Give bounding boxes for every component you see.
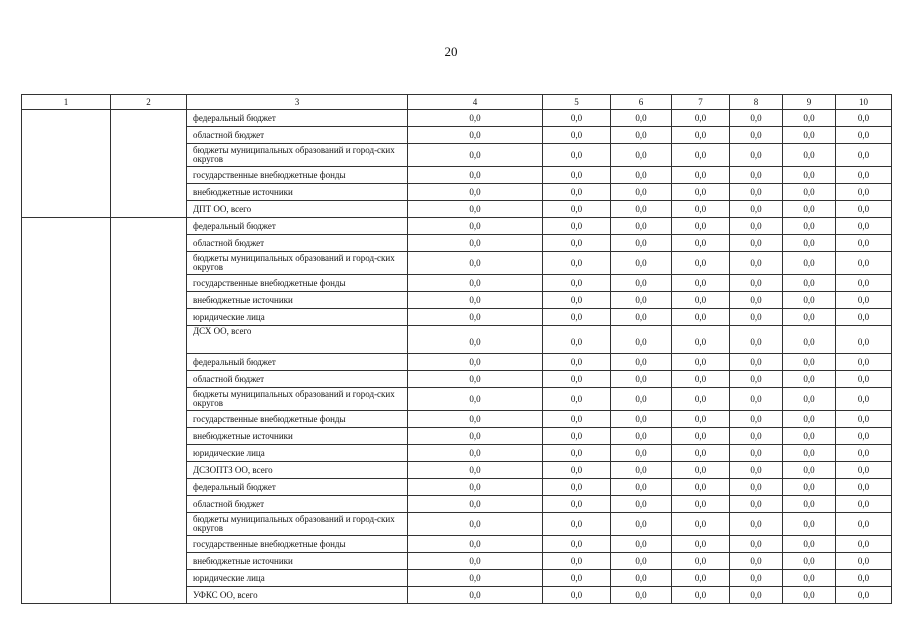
value-cell: 0,0: [611, 371, 672, 388]
value-cell: 0,0: [408, 309, 543, 326]
value-cell: 0,0: [543, 326, 611, 354]
value-cell: 0,0: [672, 496, 730, 513]
row-label: внебюджетные источники: [187, 553, 408, 570]
value-cell: 0,0: [543, 411, 611, 428]
value-cell: 0,0: [836, 536, 892, 553]
value-cell: 0,0: [611, 218, 672, 235]
value-cell: 0,0: [543, 275, 611, 292]
value-cell: 0,0: [730, 428, 783, 445]
value-cell: 0,0: [730, 326, 783, 354]
value-cell: 0,0: [783, 570, 836, 587]
value-cell: 0,0: [408, 167, 543, 184]
value-cell: 0,0: [672, 201, 730, 218]
value-cell: 0,0: [730, 167, 783, 184]
value-cell: 0,0: [783, 553, 836, 570]
row-label: государственные внебюджетные фонды: [187, 536, 408, 553]
value-cell: 0,0: [543, 536, 611, 553]
row-label: юридические лица: [187, 309, 408, 326]
value-cell: 0,0: [408, 445, 543, 462]
value-cell: 0,0: [672, 462, 730, 479]
value-cell: 0,0: [836, 292, 892, 309]
value-cell: 0,0: [611, 110, 672, 127]
value-cell: 0,0: [783, 201, 836, 218]
value-cell: 0,0: [408, 252, 543, 275]
value-cell: 0,0: [543, 218, 611, 235]
value-cell: 0,0: [783, 411, 836, 428]
header-row: [22, 95, 892, 110]
value-cell: 0,0: [543, 235, 611, 252]
value-cell: 0,0: [836, 127, 892, 144]
value-cell: 0,0: [672, 127, 730, 144]
value-cell: 0,0: [611, 445, 672, 462]
table-header: [22, 95, 892, 110]
value-cell: 0,0: [543, 292, 611, 309]
value-cell: 0,0: [408, 275, 543, 292]
value-cell: 0,0: [408, 110, 543, 127]
value-cell: 0,0: [836, 411, 892, 428]
row-label: государственные внебюджетные фонды: [187, 167, 408, 184]
value-cell: 0,0: [543, 513, 611, 536]
value-cell: 0,0: [730, 292, 783, 309]
value-cell: 0,0: [543, 110, 611, 127]
value-cell: 0,0: [836, 513, 892, 536]
value-cell: 0,0: [672, 513, 730, 536]
value-cell: 0,0: [611, 235, 672, 252]
value-cell: 0,0: [730, 127, 783, 144]
column-header: 4: [408, 95, 543, 110]
value-cell: 0,0: [611, 388, 672, 411]
row-label: ДСХ ОО, всего: [187, 326, 408, 354]
value-cell: 0,0: [543, 167, 611, 184]
value-cell: 0,0: [783, 326, 836, 354]
value-cell: 0,0: [730, 110, 783, 127]
value-cell: 0,0: [408, 479, 543, 496]
value-cell: 0,0: [730, 570, 783, 587]
value-cell: 0,0: [836, 371, 892, 388]
value-cell: 0,0: [672, 326, 730, 354]
value-cell: 0,0: [611, 144, 672, 167]
value-cell: 0,0: [611, 354, 672, 371]
value-cell: 0,0: [730, 354, 783, 371]
value-cell: 0,0: [730, 513, 783, 536]
value-cell: 0,0: [783, 235, 836, 252]
value-cell: 0,0: [672, 371, 730, 388]
value-cell: 0,0: [730, 462, 783, 479]
value-cell: 0,0: [672, 167, 730, 184]
value-cell: 0,0: [408, 144, 543, 167]
value-cell: 0,0: [730, 496, 783, 513]
value-cell: 0,0: [783, 513, 836, 536]
row-label: бюджеты муниципальных образований и город-ских округов: [187, 513, 408, 536]
value-cell: 0,0: [408, 536, 543, 553]
value-cell: 0,0: [783, 167, 836, 184]
row-label: внебюджетные источники: [187, 184, 408, 201]
value-cell: 0,0: [730, 553, 783, 570]
value-cell: 0,0: [836, 309, 892, 326]
value-cell: 0,0: [836, 184, 892, 201]
value-cell: 0,0: [543, 371, 611, 388]
value-cell: 0,0: [408, 326, 543, 354]
value-cell: 0,0: [672, 252, 730, 275]
value-cell: 0,0: [836, 354, 892, 371]
value-cell: 0,0: [730, 371, 783, 388]
value-cell: 0,0: [611, 292, 672, 309]
value-cell: 0,0: [611, 553, 672, 570]
column-header: 9: [783, 95, 836, 110]
value-cell: 0,0: [730, 252, 783, 275]
value-cell: 0,0: [611, 570, 672, 587]
value-cell: 0,0: [672, 570, 730, 587]
value-cell: 0,0: [672, 536, 730, 553]
value-cell: 0,0: [783, 479, 836, 496]
value-cell: 0,0: [408, 184, 543, 201]
column-header: 6: [611, 95, 672, 110]
value-cell: 0,0: [611, 479, 672, 496]
value-cell: 0,0: [836, 144, 892, 167]
value-cell: 0,0: [836, 479, 892, 496]
value-cell: 0,0: [543, 201, 611, 218]
value-cell: 0,0: [611, 167, 672, 184]
row-label: областной бюджет: [187, 496, 408, 513]
value-cell: 0,0: [836, 462, 892, 479]
value-cell: 0,0: [543, 428, 611, 445]
value-cell: 0,0: [408, 388, 543, 411]
row-label: федеральный бюджет: [187, 479, 408, 496]
value-cell: 0,0: [836, 428, 892, 445]
value-cell: 0,0: [672, 445, 730, 462]
value-cell: 0,0: [611, 326, 672, 354]
value-cell: 0,0: [783, 144, 836, 167]
value-cell: 0,0: [730, 388, 783, 411]
value-cell: 0,0: [672, 411, 730, 428]
value-cell: 0,0: [836, 110, 892, 127]
column-header: 8: [730, 95, 783, 110]
value-cell: 0,0: [543, 388, 611, 411]
value-cell: 0,0: [408, 218, 543, 235]
value-cell: 0,0: [730, 218, 783, 235]
value-cell: 0,0: [543, 309, 611, 326]
row-label: юридические лица: [187, 445, 408, 462]
value-cell: 0,0: [836, 252, 892, 275]
value-cell: 0,0: [783, 371, 836, 388]
value-cell: 0,0: [783, 587, 836, 604]
value-cell: 0,0: [611, 536, 672, 553]
table-row: [22, 110, 892, 127]
value-cell: 0,0: [672, 218, 730, 235]
value-cell: 0,0: [543, 479, 611, 496]
row-label: ДСЗОПТЗ ОО, всего: [187, 462, 408, 479]
row-label: УФКС ОО, всего: [187, 587, 408, 604]
value-cell: 0,0: [611, 513, 672, 536]
value-cell: 0,0: [672, 235, 730, 252]
value-cell: 0,0: [783, 292, 836, 309]
value-cell: 0,0: [408, 411, 543, 428]
group-col-2-cell: [111, 218, 187, 604]
row-label: федеральный бюджет: [187, 218, 408, 235]
value-cell: 0,0: [836, 496, 892, 513]
value-cell: 0,0: [408, 587, 543, 604]
value-cell: 0,0: [672, 110, 730, 127]
value-cell: 0,0: [730, 201, 783, 218]
value-cell: 0,0: [611, 462, 672, 479]
value-cell: 0,0: [836, 201, 892, 218]
row-label: государственные внебюджетные фонды: [187, 411, 408, 428]
value-cell: 0,0: [672, 553, 730, 570]
value-cell: 0,0: [836, 445, 892, 462]
value-cell: 0,0: [611, 309, 672, 326]
value-cell: 0,0: [408, 513, 543, 536]
value-cell: 0,0: [836, 388, 892, 411]
group-col-2-cell: [111, 110, 187, 218]
row-label: областной бюджет: [187, 371, 408, 388]
value-cell: 0,0: [543, 354, 611, 371]
row-label: бюджеты муниципальных образований и город-ских округов: [187, 388, 408, 411]
value-cell: 0,0: [836, 235, 892, 252]
value-cell: 0,0: [672, 292, 730, 309]
column-header: 10: [836, 95, 892, 110]
value-cell: 0,0: [543, 184, 611, 201]
value-cell: 0,0: [783, 354, 836, 371]
value-cell: 0,0: [672, 479, 730, 496]
value-cell: 0,0: [543, 144, 611, 167]
group-col-1-cell: [22, 218, 111, 604]
value-cell: 0,0: [730, 235, 783, 252]
table-row: [22, 218, 892, 235]
value-cell: 0,0: [730, 479, 783, 496]
value-cell: 0,0: [783, 252, 836, 275]
value-cell: 0,0: [783, 496, 836, 513]
value-cell: 0,0: [836, 326, 892, 354]
value-cell: 0,0: [543, 570, 611, 587]
value-cell: 0,0: [543, 445, 611, 462]
value-cell: 0,0: [783, 445, 836, 462]
column-header: 7: [672, 95, 730, 110]
value-cell: 0,0: [783, 110, 836, 127]
value-cell: 0,0: [672, 144, 730, 167]
value-cell: 0,0: [408, 496, 543, 513]
page-number: 20: [444, 44, 458, 59]
value-cell: 0,0: [543, 553, 611, 570]
value-cell: 0,0: [611, 587, 672, 604]
value-cell: 0,0: [783, 462, 836, 479]
row-label: областной бюджет: [187, 127, 408, 144]
value-cell: 0,0: [672, 388, 730, 411]
value-cell: 0,0: [408, 371, 543, 388]
column-header: 1: [22, 95, 111, 110]
column-header: 3: [187, 95, 408, 110]
value-cell: 0,0: [408, 553, 543, 570]
value-cell: 0,0: [783, 184, 836, 201]
value-cell: 0,0: [543, 462, 611, 479]
value-cell: 0,0: [408, 292, 543, 309]
value-cell: 0,0: [408, 570, 543, 587]
value-cell: 0,0: [836, 587, 892, 604]
value-cell: 0,0: [543, 587, 611, 604]
row-label: федеральный бюджет: [187, 110, 408, 127]
value-cell: 0,0: [408, 235, 543, 252]
row-label: внебюджетные источники: [187, 428, 408, 445]
value-cell: 0,0: [672, 587, 730, 604]
value-cell: 0,0: [730, 184, 783, 201]
row-label: бюджеты муниципальных образований и город-ских округов: [187, 252, 408, 275]
row-label: ДПТ ОО, всего: [187, 201, 408, 218]
value-cell: 0,0: [672, 275, 730, 292]
value-cell: 0,0: [543, 252, 611, 275]
value-cell: 0,0: [730, 275, 783, 292]
row-label: областной бюджет: [187, 235, 408, 252]
row-label: юридические лица: [187, 570, 408, 587]
value-cell: 0,0: [611, 411, 672, 428]
value-cell: 0,0: [408, 354, 543, 371]
value-cell: 0,0: [783, 388, 836, 411]
row-label: государственные внебюджетные фонды: [187, 275, 408, 292]
table-body: [22, 110, 892, 604]
value-cell: 0,0: [836, 167, 892, 184]
value-cell: 0,0: [730, 587, 783, 604]
value-cell: 0,0: [730, 309, 783, 326]
value-cell: 0,0: [836, 553, 892, 570]
column-header: 2: [111, 95, 187, 110]
value-cell: 0,0: [672, 309, 730, 326]
value-cell: 0,0: [783, 218, 836, 235]
value-cell: 0,0: [836, 218, 892, 235]
value-cell: 0,0: [836, 570, 892, 587]
value-cell: 0,0: [730, 411, 783, 428]
group-col-1-cell: [22, 110, 111, 218]
column-header: 5: [543, 95, 611, 110]
value-cell: 0,0: [730, 144, 783, 167]
value-cell: 0,0: [543, 496, 611, 513]
value-cell: 0,0: [611, 496, 672, 513]
row-label: бюджеты муниципальных образований и город-ских округов: [187, 144, 408, 167]
value-cell: 0,0: [408, 462, 543, 479]
value-cell: 0,0: [730, 536, 783, 553]
row-label: внебюджетные источники: [187, 292, 408, 309]
value-cell: 0,0: [408, 127, 543, 144]
value-cell: 0,0: [783, 309, 836, 326]
value-cell: 0,0: [543, 127, 611, 144]
value-cell: 0,0: [730, 445, 783, 462]
value-cell: 0,0: [611, 275, 672, 292]
value-cell: 0,0: [408, 428, 543, 445]
value-cell: 0,0: [783, 275, 836, 292]
value-cell: 0,0: [611, 428, 672, 445]
value-cell: 0,0: [783, 127, 836, 144]
value-cell: 0,0: [672, 428, 730, 445]
value-cell: 0,0: [611, 127, 672, 144]
value-cell: 0,0: [611, 201, 672, 218]
value-cell: 0,0: [783, 428, 836, 445]
value-cell: 0,0: [836, 275, 892, 292]
row-label: федеральный бюджет: [187, 354, 408, 371]
value-cell: 0,0: [408, 201, 543, 218]
value-cell: 0,0: [672, 184, 730, 201]
budget-table: [21, 94, 892, 604]
value-cell: 0,0: [611, 252, 672, 275]
value-cell: 0,0: [672, 354, 730, 371]
value-cell: 0,0: [611, 184, 672, 201]
value-cell: 0,0: [783, 536, 836, 553]
